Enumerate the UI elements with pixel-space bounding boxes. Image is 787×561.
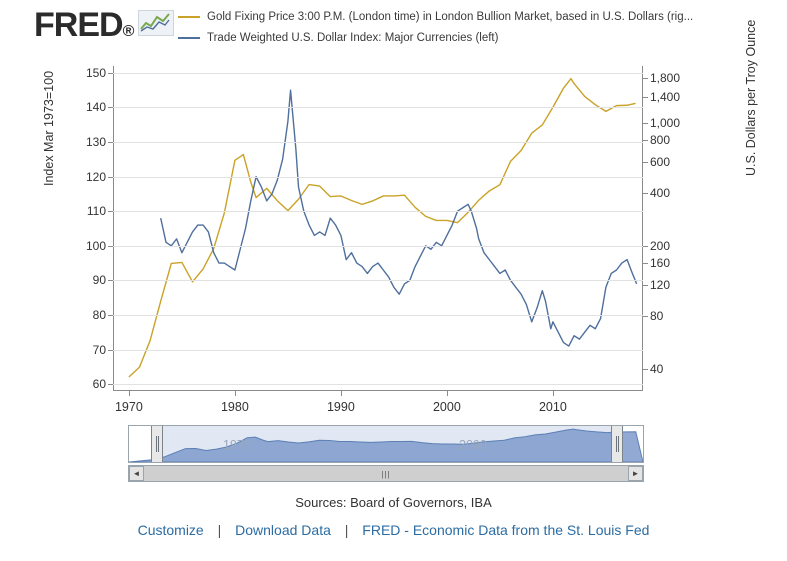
fred-logo-text: FRED — [34, 6, 123, 44]
scroll-left-button[interactable]: ◄ — [129, 466, 144, 481]
gridline — [113, 107, 643, 108]
y-tick-left: 120 — [85, 169, 106, 184]
scroll-right-button[interactable]: ► — [628, 466, 643, 481]
y-tick-right: 40 — [650, 361, 664, 376]
x-tick-label: 1980 — [220, 400, 249, 414]
gridline — [113, 73, 643, 74]
y-axis-title-right: U.S. Dollars per Troy Ounce — [744, 19, 758, 176]
y-tick-mark-left — [108, 211, 113, 212]
y-tick-left: 100 — [85, 238, 106, 253]
y-tick-left: 60 — [92, 377, 106, 392]
y-tick-mark-right — [643, 316, 648, 317]
y-tick-mark-right — [643, 263, 648, 264]
legend-swatch-dollar-index — [178, 37, 200, 39]
y-tick-right: 120 — [650, 277, 671, 292]
gridline — [113, 211, 643, 212]
y-tick-left: 70 — [92, 342, 106, 357]
y-tick-right: 1,000 — [650, 115, 681, 130]
x-tick-mark — [447, 391, 448, 396]
y-tick-right: 800 — [650, 132, 671, 147]
y-tick-mark-left — [108, 350, 113, 351]
series-lines — [113, 66, 643, 391]
chart-header — [0, 0, 787, 56]
gridline — [113, 246, 643, 247]
y-tick-left: 80 — [92, 307, 106, 322]
y-tick-mark-left — [108, 73, 113, 74]
y-tick-right: 600 — [650, 154, 671, 169]
y-tick-right: 1,400 — [650, 90, 681, 105]
sources-text: Sources: Board of Governors, IBA — [295, 495, 492, 510]
slider-year-right: 2000 — [459, 438, 487, 452]
x-tick-label: 2010 — [538, 400, 567, 414]
y-tick-right: 1,800 — [650, 70, 681, 85]
y-tick-mark-left — [108, 246, 113, 247]
y-axis-title-left: Index Mar 1973=100 — [42, 70, 56, 186]
slider-year-left: 1975 — [223, 438, 251, 452]
x-tick-label: 2000 — [432, 400, 461, 414]
gridline — [113, 280, 643, 281]
legend-item-dollar-index — [178, 29, 693, 47]
legend-swatch-gold — [178, 16, 200, 18]
download-data-link[interactable]: Download Data — [235, 522, 331, 538]
y-tick-left: 110 — [86, 204, 106, 219]
slider-preview-chart — [129, 426, 643, 462]
sparkline-icon — [138, 10, 174, 36]
legend-label-dollar-index: Trade Weighted U.S. Dollar Index: Major Currencies (left) — [207, 32, 499, 44]
chart-legend — [178, 8, 693, 50]
x-tick-mark — [341, 391, 342, 396]
gridline — [113, 177, 643, 178]
y-tick-mark-right — [643, 78, 648, 79]
gridline — [113, 350, 643, 351]
y-tick-left: 130 — [85, 135, 106, 150]
y-tick-mark-left — [108, 107, 113, 108]
fred-home-link[interactable]: FRED - Economic Data from the St. Louis Fed — [362, 522, 650, 538]
x-tick-label: 1990 — [326, 400, 355, 414]
y-tick-mark-right — [643, 369, 648, 370]
legend-label-gold: Gold Fixing Price 3:00 P.M. (London time) in London Bullion Market, based in U.S. Dollars (rig... — [207, 11, 694, 23]
y-tick-mark-left — [108, 384, 113, 385]
y-tick-mark-right — [643, 123, 648, 124]
y-tick-mark-right — [643, 162, 648, 163]
x-tick-mark — [129, 391, 130, 396]
y-tick-mark-left — [108, 280, 113, 281]
y-tick-mark-left — [108, 142, 113, 143]
y-tick-mark-right — [643, 140, 648, 141]
y-tick-right: 200 — [650, 238, 671, 253]
y-tick-mark-right — [643, 193, 648, 194]
date-range-slider[interactable] — [128, 425, 644, 483]
slider-handle-right[interactable] — [611, 425, 623, 463]
y-tick-mark-right — [643, 97, 648, 98]
link-separator-2: | — [344, 522, 349, 538]
x-tick-label: 1970 — [114, 400, 143, 414]
y-tick-left: 90 — [92, 273, 106, 288]
customize-link[interactable]: Customize — [137, 522, 204, 538]
slider-track[interactable] — [128, 425, 644, 463]
slider-scrollbar[interactable] — [128, 465, 644, 482]
plot-grid — [85, 65, 681, 414]
x-tick-mark — [235, 391, 236, 396]
gridline — [113, 384, 643, 385]
y-tick-right: 80 — [650, 308, 664, 323]
gridline — [113, 315, 643, 316]
fred-logo — [34, 6, 133, 45]
y-tick-mark-right — [643, 246, 648, 247]
y-tick-right: 160 — [650, 255, 671, 270]
legend-item-gold — [178, 8, 693, 26]
footer-links — [0, 522, 787, 538]
y-tick-left: 150 — [85, 65, 106, 80]
fred-logo-dot: ® — [122, 23, 134, 40]
y-tick-mark-right — [643, 285, 648, 286]
series-line — [161, 90, 637, 346]
x-tick-mark — [553, 391, 554, 396]
y-tick-right: 400 — [650, 185, 671, 200]
gridline — [113, 142, 643, 143]
slider-handle-left[interactable] — [151, 425, 163, 463]
scrollbar-grip[interactable]: ||| — [381, 470, 391, 479]
y-tick-mark-left — [108, 177, 113, 178]
y-tick-mark-left — [108, 315, 113, 316]
y-tick-left: 140 — [85, 100, 106, 115]
link-separator-1: | — [217, 522, 222, 538]
